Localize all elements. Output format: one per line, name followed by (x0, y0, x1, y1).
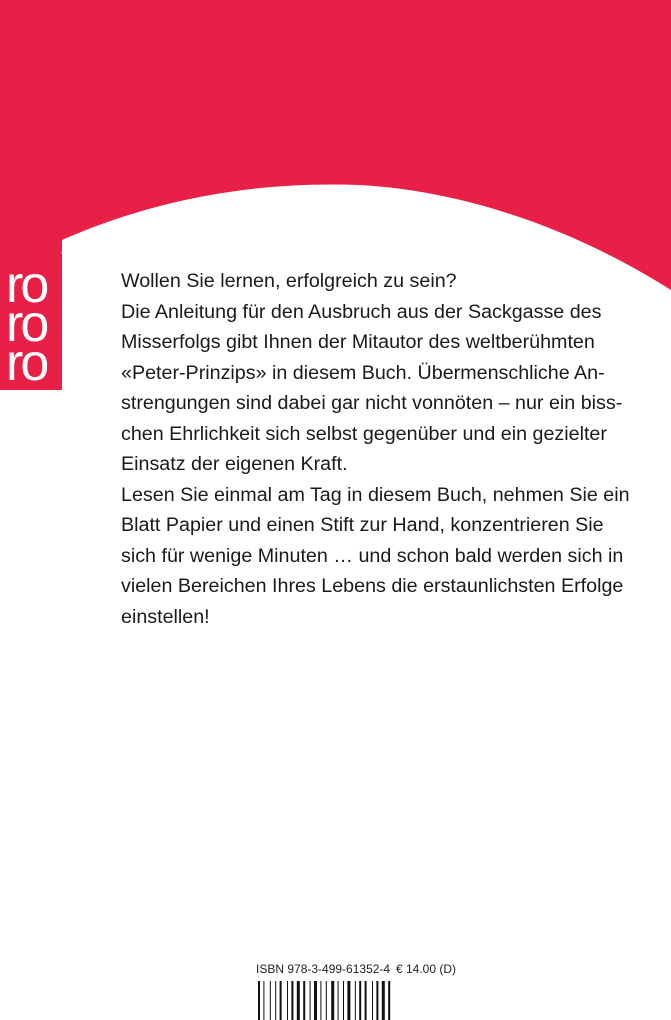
barcode-bar (297, 981, 300, 1020)
barcode-bar (331, 981, 334, 1020)
barcode-bar (263, 981, 264, 1020)
barcode-bar (365, 981, 367, 1020)
barcode-bar (343, 981, 344, 1020)
barcode-bar (326, 981, 327, 1020)
blurb-line: vielen Bereichen Ihres Lebens die erstaunlichsten Erfolge (121, 575, 624, 597)
barcode-bar (338, 981, 339, 1020)
barcode-bar (359, 981, 361, 1020)
blurb-line: Die Anleitung für den Ausbruch aus der Sackgasse des (121, 300, 602, 323)
barcode-bar (388, 981, 390, 1020)
barcode-bar (291, 981, 293, 1020)
barcode (256, 981, 456, 1020)
blurb-text (121, 266, 630, 632)
blurb-line: Misserfolgs gibt Ihnen der Mitautor des weltberühmten (121, 331, 595, 353)
barcode-bar (287, 981, 288, 1020)
barcode-bar (382, 981, 385, 1020)
blurb-line: strengungen sind dabei gar nicht vonnöten – nur ein biss- (121, 392, 623, 414)
barcode-bar (258, 981, 260, 1020)
blurb-line: Wollen Sie lernen, erfolgreich zu sein? (121, 270, 457, 292)
barcode-bar (303, 981, 305, 1020)
blurb-line: einstellen! (121, 605, 210, 628)
isbn-price-line (256, 961, 456, 977)
blurb-line: «Peter-Prinzips» in diesem Buch. Übermenschliche An- (121, 361, 605, 384)
blurb-line: chen Ehrlichkeit sich selbst gegenüber und ein gezielter (121, 422, 607, 445)
blurb-line: sich für wenige Minuten … und schon bald werden sich in (121, 544, 624, 567)
barcode-bar (347, 981, 350, 1020)
barcode-bar (314, 981, 317, 1020)
barcode-bar (310, 981, 311, 1020)
barcode-bar (275, 981, 276, 1020)
price-label: € 14.00 (D) (395, 962, 456, 976)
barcode-bar (372, 981, 373, 1020)
blurb-line: Lesen Sie einmal am Tag in diesem Buch, nehmen Sie ein (121, 483, 630, 506)
barcode-bar (320, 981, 321, 1020)
isbn-number: ISBN 978-3-499-61352-4 (256, 962, 391, 976)
barcode-bar (270, 981, 271, 1020)
barcode-bar (376, 981, 378, 1020)
barcode-bar (355, 981, 356, 1020)
rororo-logo: ro ro ro (6, 256, 47, 392)
blurb-line: Einsatz der eigenen Kraft. (121, 453, 348, 475)
barcode-bar (280, 981, 282, 1020)
blurb-line: Blatt Papier und einen Stift zur Hand, konzentrieren Sie (121, 514, 604, 536)
